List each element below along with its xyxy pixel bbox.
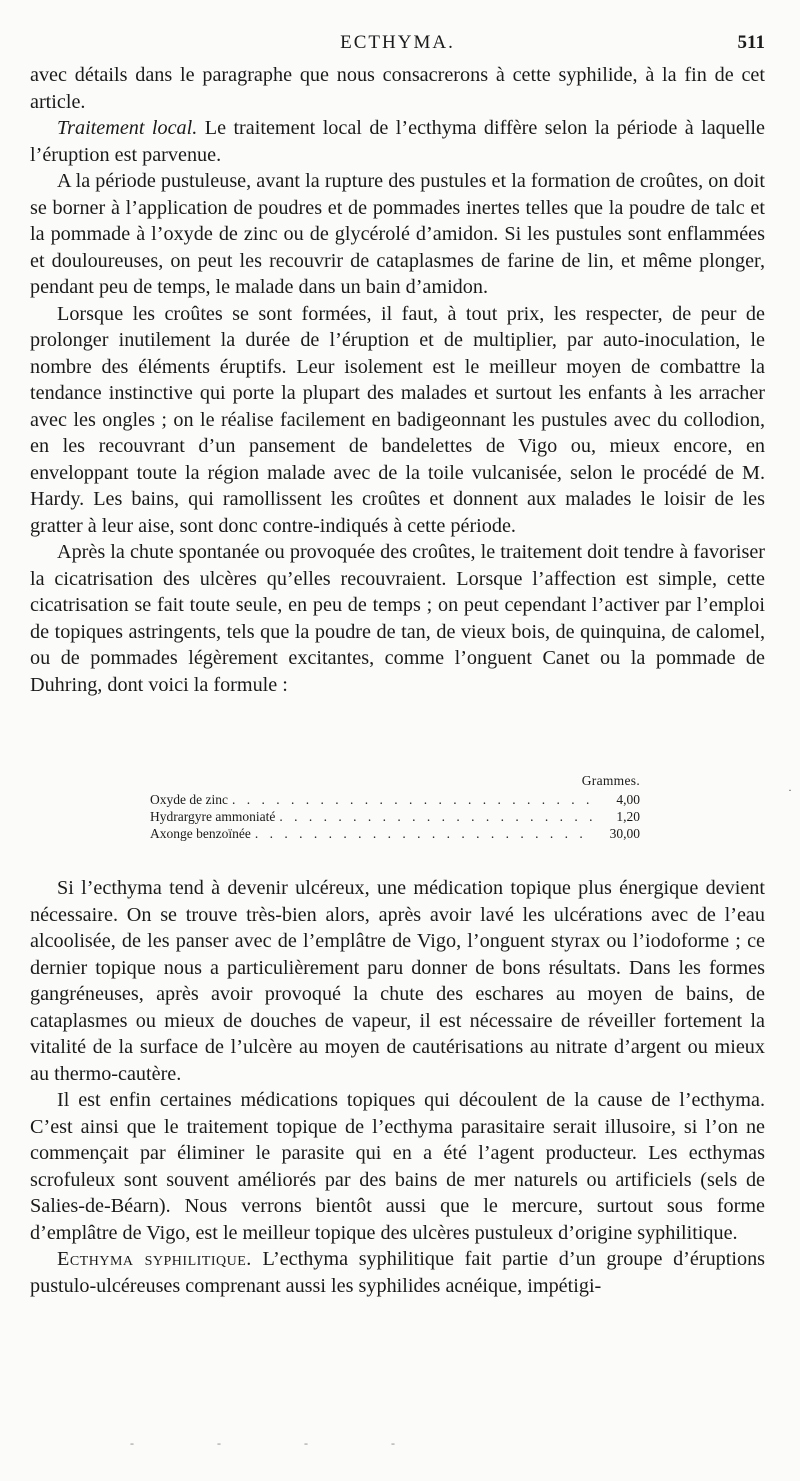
paragraph-ecthyma-syphilitique: [30, 1246, 765, 1299]
leader-dots: [279, 808, 594, 825]
leader-dots: [255, 825, 594, 842]
formula-row: [150, 791, 640, 808]
continued-paragraph: avec détails dans le paragraphe que nous consacrerons à cette syphilide, à la fin de cet article.: [30, 64, 765, 113]
paragraph: Après la chute spontanée ou provoquée des croûtes, le traitement doit tendre à favoriser la cicatrisation des ulcères qu’elles recouvraient. Lorsque l’affection est simple, cette cicatrisation se fait toute seule, en peu de temps ; on peut cependant l’activer par l’emploi de topiques astringents, tels que la poudre de tan, de vieux bois, de quinquina, de calomel, ou de pommades légèrement excitantes, comme l’onguent Canet ou la pommade de Duhring, dont voici la formule :: [30, 541, 765, 696]
text-block-top: [30, 62, 765, 698]
formula-row: [150, 808, 640, 825]
section-label-ecthyma-syphilitique: Ecthyma syphilitique.: [57, 1248, 252, 1270]
section-label-traitement-local: Traitement local.: [57, 117, 198, 139]
formula-table: [150, 772, 640, 842]
paragraph: Si l’ecthyma tend à devenir ulcéreux, une médication topique plus énergique devient nécessaire. On se trouve très-bien alors, après avoir lavé les ulcérations avec de l’eau alcoolisée, de les panser avec de l’emplâtre de Vigo, l’onguent styrax ou l’iodoforme ; ce dernier topique nous a particulièrement paru donner de bons résultats. Dans les formes gangréneuses, après avoir provoqué la chute des eschares au moyen de bains, de cataplasmes ou mieux de douches de vapeur, il est nécessaire de réveiller fortement la vitalité de la surface de l’ulcère au moyen de cautérisations au nitrate d’argent ou mieux au thermo-cautère.: [30, 877, 765, 1085]
paragraph: A la période pustuleuse, avant la rupture des pustules et la formation de croûtes, on doit se borner à l’application de poudres et de pommades inertes telles que la poudre de talc et la pommade à l’oxyde de zinc ou de glycérolé d’amidon. Si les pustules sont enflammées et douloureuses, on peut les recouvrir de cataplasmes de farine de lin, et même plonger, pendant peu de temps, le malade dans un bain d’amidon.: [30, 170, 765, 298]
ingredient-name: Axonge benzoïnée: [150, 826, 251, 841]
traitement-local-text: Le traitement local de l’ecthyma diffère selon la période à laquelle l’éruption est parvenue.: [30, 117, 765, 166]
text-block-bottom: [30, 875, 765, 1299]
ingredient-quantity: 30,00: [609, 826, 640, 841]
bottom-print-marks: - - - -: [130, 1436, 435, 1450]
running-head: [30, 32, 765, 56]
ingredient-name: Oxyde de zinc: [150, 792, 228, 807]
paragraph-traitement-local: [30, 115, 765, 168]
paragraph: Lorsque les croûtes se sont formées, il faut, à tout prix, les respecter, de peur de prolonger inutilement la durée de l’éruption et de multiplier, par auto-inoculation, le nombre des éléments éruptifs. Leur isolement est le meilleur moyen de combattre la tendance instinctive qui porte la plupart des malades et surtout les enfants à les arracher avec les ongles ; on le réalise facilement en badigeonnant les pustules avec du collodion, en les recouvrant d’un pansement de bandelettes de Vigo ou, mieux encore, en enveloppant toute la région malade avec de la toile vulcanisée, selon le procédé de M. Hardy. Les bains, qui ramollissent les croûtes et donnent aux malades le loisir de les gratter à leur aise, sont donc contre-indiqués à cette période.: [30, 302, 765, 537]
leader-dots: [232, 791, 594, 808]
running-title: ECTHYMA.: [340, 32, 455, 53]
paragraph: Il est enfin certaines médications topiques qui découlent de la cause de l’ecthyma. C’est ainsi que le traitement topique de l’ecthyma parasitaire serait illusoire, si l’on ne commençait par éliminer le parasite qui en a été l’agent producteur. Les ecthymas scrofuleux sont souvent améliorés par des bains de mer naturels ou artificiels (sels de Salies-de-Béarn). Nous verrons bientôt aussi que le mercure, surtout sous forme d’emplâtre de Vigo, est le meilleur topique des ulcères pustuleux d’origine syphilitique.: [30, 1089, 765, 1244]
margin-mark: ·: [788, 783, 792, 797]
ingredient-name: Hydrargyre ammoniaté: [150, 809, 276, 824]
ingredient-quantity: 4,00: [616, 792, 640, 807]
formula-row: [150, 825, 640, 842]
formula-unit-header: Grammes.: [581, 773, 640, 788]
ingredient-quantity: 1,20: [616, 809, 640, 824]
ecthyma-syphilitique-text: L’ecthyma syphilitique fait partie d’un groupe d’éruptions pustulo-ulcéreuses comprenant aussi les syphilides acnéique, impétigi-: [30, 1248, 766, 1297]
page-number: 511: [737, 32, 765, 53]
